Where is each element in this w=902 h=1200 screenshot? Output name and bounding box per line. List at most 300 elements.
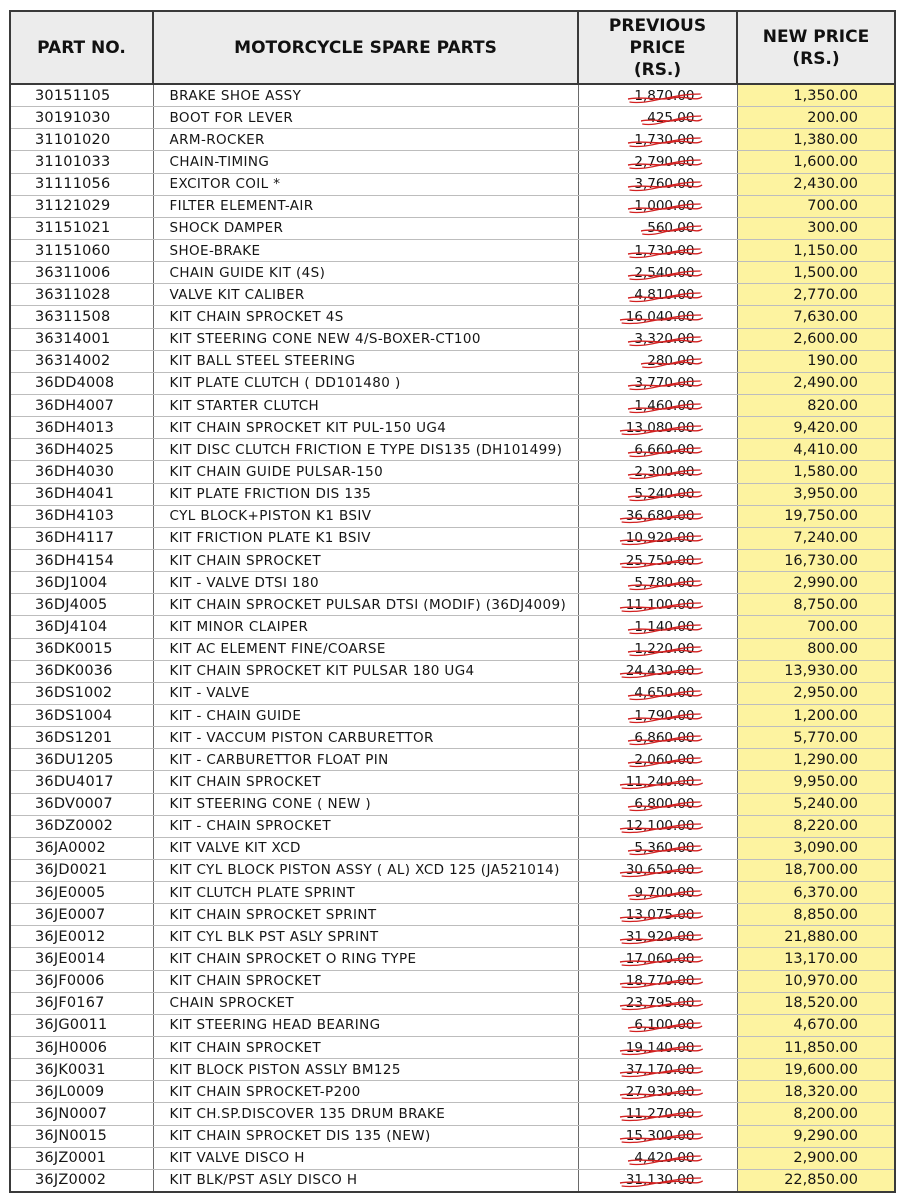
previous-price-text: 37,170.00 — [625, 1061, 695, 1078]
previous-price-cell — [578, 107, 737, 129]
part-number-cell: 36DH4154 — [10, 549, 153, 571]
new-price-cell: 2,900.00 — [737, 1147, 895, 1169]
previous-price-text: 4,420.00 — [634, 1150, 695, 1167]
previous-price-cell — [578, 1014, 737, 1036]
table-row — [10, 439, 895, 461]
new-price-cell: 5,240.00 — [737, 793, 895, 815]
strikethrough-mark — [620, 1108, 703, 1124]
new-price-cell: 1,290.00 — [737, 749, 895, 771]
previous-price-text: 24,430.00 — [625, 663, 695, 680]
previous-price-cell — [578, 660, 737, 682]
previous-price-cell — [578, 328, 737, 350]
strikethrough-mark — [628, 153, 702, 172]
table-row — [10, 616, 895, 638]
previous-price-text: 560.00 — [647, 220, 695, 237]
strikethrough-mark — [620, 552, 703, 571]
table-row — [10, 483, 895, 505]
strikethrough-mark — [628, 751, 702, 770]
previous-price-cell — [578, 882, 737, 904]
new-price-cell: 2,950.00 — [737, 682, 895, 704]
strikethrough-mark — [620, 953, 703, 969]
previous-price-value — [634, 486, 694, 502]
strikethrough-mark — [620, 532, 703, 548]
previous-price-cell — [578, 749, 737, 771]
table-row — [10, 1103, 895, 1125]
table-row — [10, 749, 895, 771]
previous-price-value — [626, 907, 695, 923]
part-name-cell: KIT CHAIN SPROCKET — [153, 1037, 578, 1059]
part-number-cell: 36JZ0001 — [10, 1147, 153, 1169]
part-name-cell: KIT CYL BLK PST ASLY SPRINT — [153, 926, 578, 948]
new-price-cell: 5,770.00 — [737, 727, 895, 749]
part-name-cell: BOOT FOR LEVER — [153, 107, 578, 129]
strikethrough-mark — [628, 884, 702, 903]
strikethrough-mark — [620, 906, 703, 925]
new-price-cell: 21,880.00 — [737, 926, 895, 948]
strikethrough-mark — [620, 1174, 703, 1190]
part-name-cell: KIT STEERING CONE NEW 4/S-BOXER-CT100 — [153, 328, 578, 350]
previous-price-value — [626, 951, 695, 967]
part-name-cell: KIT PLATE CLUTCH ( DD101480 ) — [153, 372, 578, 394]
previous-price-text: 6,660.00 — [634, 441, 695, 458]
new-price-cell: 13,170.00 — [737, 948, 895, 970]
table-row — [10, 970, 895, 992]
previous-price-cell — [578, 262, 737, 284]
part-number-cell: 36JF0167 — [10, 992, 153, 1014]
new-price-cell: 1,150.00 — [737, 239, 895, 261]
previous-price-text: 2,060.00 — [634, 751, 695, 768]
previous-price-text: 25,750.00 — [625, 552, 695, 569]
previous-price-value — [647, 110, 694, 126]
part-number-cell: 36DU4017 — [10, 771, 153, 793]
strikethrough-mark — [620, 596, 703, 615]
previous-price-cell — [578, 904, 737, 926]
part-number-cell: 36DH4025 — [10, 439, 153, 461]
new-price-cell: 9,290.00 — [737, 1125, 895, 1147]
new-price-cell: 2,990.00 — [737, 572, 895, 594]
previous-price-value — [634, 575, 694, 591]
table-row — [10, 904, 895, 926]
header-previous-price — [578, 11, 737, 84]
table-row — [10, 682, 895, 704]
part-name-cell: KIT CLUTCH PLATE SPRINT — [153, 882, 578, 904]
strikethrough-mark — [628, 131, 702, 150]
part-name-cell: KIT CHAIN SPROCKET KIT PULSAR 180 UG4 — [153, 660, 578, 682]
previous-price-cell — [578, 1081, 737, 1103]
strikethrough-mark — [628, 798, 702, 814]
strikethrough-mark — [620, 1039, 703, 1058]
part-name-cell: KIT - CHAIN GUIDE — [153, 704, 578, 726]
new-price-cell: 2,430.00 — [737, 173, 895, 195]
part-name-cell: KIT CHAIN SPROCKET — [153, 549, 578, 571]
part-name-cell: SHOCK DAMPER — [153, 217, 578, 239]
strikethrough-mark — [628, 200, 702, 216]
previous-price-value — [634, 287, 694, 303]
strikethrough-mark — [628, 687, 702, 703]
new-price-cell: 190.00 — [737, 350, 895, 372]
part-name-cell: KIT CHAIN SPROCKET 4S — [153, 306, 578, 328]
previous-price-text: 31,130.00 — [625, 1172, 695, 1189]
table-row — [10, 549, 895, 571]
part-name-cell: KIT CHAIN SPROCKET KIT PUL-150 UG4 — [153, 417, 578, 439]
previous-price-text: 4,650.00 — [634, 685, 695, 702]
new-price-cell: 4,670.00 — [737, 1014, 895, 1036]
part-name-cell: FILTER ELEMENT-AIR — [153, 195, 578, 217]
previous-price-text: 31,920.00 — [625, 928, 695, 945]
part-number-cell: 36DH4103 — [10, 505, 153, 527]
previous-price-value — [626, 818, 695, 834]
new-price-cell: 3,090.00 — [737, 837, 895, 859]
table-row — [10, 173, 895, 195]
previous-price-value — [634, 796, 694, 812]
header-spare-parts: MOTORCYCLE SPARE PARTS — [153, 11, 578, 84]
part-name-cell: KIT CHAIN SPROCKET PULSAR DTSI (MODIF) (36DJ4009) — [153, 594, 578, 616]
new-price-cell: 8,200.00 — [737, 1103, 895, 1125]
part-name-cell: KIT BALL STEEL STEERING — [153, 350, 578, 372]
part-number-cell: 36DS1002 — [10, 682, 153, 704]
part-name-cell: KIT BLK/PST ASLY DISCO H — [153, 1169, 578, 1192]
previous-price-cell — [578, 1147, 737, 1169]
previous-price-text: 3,760.00 — [634, 176, 695, 193]
previous-price-cell — [578, 704, 737, 726]
table-row — [10, 217, 895, 239]
part-name-cell: KIT - VALVE DTSI 180 — [153, 572, 578, 594]
part-number-cell: 30191030 — [10, 107, 153, 129]
part-name-cell: KIT - VACCUM PISTON CARBURETTOR — [153, 727, 578, 749]
strikethrough-mark — [628, 87, 702, 106]
previous-price-value — [634, 619, 694, 635]
part-number-cell: 36DH4013 — [10, 417, 153, 439]
strikethrough-mark — [620, 1061, 703, 1080]
new-price-cell: 19,750.00 — [737, 505, 895, 527]
previous-price-text: 13,075.00 — [625, 906, 695, 923]
previous-price-value — [634, 132, 694, 148]
previous-price-cell — [578, 1125, 737, 1147]
previous-price-value — [634, 198, 694, 214]
part-name-cell: SHOE-BRAKE — [153, 239, 578, 261]
previous-price-cell — [578, 483, 737, 505]
new-price-cell: 1,600.00 — [737, 151, 895, 173]
part-name-cell: KIT FRICTION PLATE K1 BSIV — [153, 527, 578, 549]
strikethrough-mark — [628, 707, 702, 726]
part-name-cell: ARM-ROCKER — [153, 129, 578, 151]
strikethrough-mark — [628, 618, 702, 637]
new-price-cell: 7,240.00 — [737, 527, 895, 549]
previous-price-value — [634, 1017, 694, 1033]
strikethrough-mark — [620, 308, 703, 327]
table-row — [10, 394, 895, 416]
part-number-cell: 31121029 — [10, 195, 153, 217]
previous-price-cell — [578, 129, 737, 151]
previous-price-value — [634, 685, 694, 701]
previous-price-value — [626, 1062, 695, 1078]
new-price-cell: 1,380.00 — [737, 129, 895, 151]
strikethrough-mark — [628, 441, 702, 460]
previous-price-text: 18,770.00 — [625, 973, 695, 990]
strikethrough-mark — [628, 729, 702, 748]
new-price-cell: 2,770.00 — [737, 284, 895, 306]
part-name-cell: KIT STARTER CLUTCH — [153, 394, 578, 416]
header-new-price-unit: (RS.) — [792, 48, 840, 69]
previous-price-value — [626, 1172, 695, 1188]
previous-price-text: 5,360.00 — [634, 840, 695, 857]
strikethrough-mark — [628, 463, 702, 482]
table-row — [10, 1059, 895, 1081]
previous-price-text: 23,795.00 — [625, 995, 695, 1012]
previous-price-cell — [578, 527, 737, 549]
part-name-cell: KIT VALVE KIT XCD — [153, 837, 578, 859]
previous-price-cell — [578, 173, 737, 195]
strikethrough-mark — [628, 286, 702, 305]
new-price-cell: 8,850.00 — [737, 904, 895, 926]
part-name-cell: EXCITOR COIL * — [153, 173, 578, 195]
strikethrough-mark — [620, 975, 703, 991]
table-row — [10, 328, 895, 350]
table-body — [10, 84, 895, 1192]
new-price-cell: 18,520.00 — [737, 992, 895, 1014]
previous-price-value — [634, 840, 694, 856]
previous-price-cell — [578, 616, 737, 638]
previous-price-cell — [578, 217, 737, 239]
table-row — [10, 793, 895, 815]
part-name-cell: KIT DISC CLUTCH FRICTION E TYPE DIS135 (DH101499) — [153, 439, 578, 461]
previous-price-value — [626, 530, 695, 546]
part-name-cell: KIT CHAIN SPROCKET DIS 135 (NEW) — [153, 1125, 578, 1147]
previous-price-value — [634, 641, 694, 657]
part-name-cell: KIT - VALVE — [153, 682, 578, 704]
previous-price-value — [634, 331, 694, 347]
previous-price-text: 9,700.00 — [634, 884, 695, 901]
previous-price-text: 17,060.00 — [625, 951, 695, 968]
previous-price-text: 27,930.00 — [625, 1083, 695, 1100]
previous-price-text: 1,460.00 — [634, 397, 695, 414]
part-number-cell: 30151105 — [10, 84, 153, 107]
part-number-cell: 36JF0006 — [10, 970, 153, 992]
table-row — [10, 1081, 895, 1103]
strikethrough-mark — [620, 1130, 703, 1146]
part-number-cell: 36DJ4104 — [10, 616, 153, 638]
previous-price-text: 12,100.00 — [625, 818, 695, 835]
part-number-cell: 31101020 — [10, 129, 153, 151]
part-name-cell: KIT BLOCK PISTON ASSLY BM125 — [153, 1059, 578, 1081]
table-row — [10, 107, 895, 129]
new-price-cell: 4,410.00 — [737, 439, 895, 461]
previous-price-value — [634, 752, 694, 768]
strikethrough-mark — [620, 997, 703, 1013]
previous-price-value — [634, 88, 694, 104]
previous-price-cell — [578, 1059, 737, 1081]
table-row — [10, 638, 895, 660]
table-row — [10, 859, 895, 881]
part-name-cell: KIT CHAIN SPROCKET O RING TYPE — [153, 948, 578, 970]
previous-price-value — [626, 663, 695, 679]
strikethrough-mark — [628, 333, 702, 349]
table-row — [10, 572, 895, 594]
table-row — [10, 594, 895, 616]
previous-price-text: 6,100.00 — [634, 1017, 695, 1034]
strikethrough-mark — [628, 397, 702, 416]
table-row — [10, 1169, 895, 1192]
price-list-sheet — [9, 10, 894, 1193]
part-name-cell: KIT CH.SP.DISCOVER 135 DRUM BRAKE — [153, 1103, 578, 1125]
table-row — [10, 660, 895, 682]
previous-price-text: 6,860.00 — [634, 729, 695, 746]
table-row — [10, 882, 895, 904]
part-name-cell: KIT AC ELEMENT FINE/COARSE — [153, 638, 578, 660]
previous-price-text: 280.00 — [647, 353, 695, 370]
strikethrough-mark — [641, 355, 702, 371]
previous-price-text: 1,220.00 — [634, 641, 695, 658]
part-name-cell: KIT CHAIN SPROCKET-P200 — [153, 1081, 578, 1103]
previous-price-value — [626, 508, 695, 524]
part-number-cell: 36JN0007 — [10, 1103, 153, 1125]
strikethrough-mark — [620, 419, 703, 438]
strikethrough-mark — [628, 178, 702, 194]
previous-price-value — [647, 353, 694, 369]
header-new-price-label: NEW PRICE — [762, 26, 870, 47]
new-price-cell: 3,950.00 — [737, 483, 895, 505]
part-name-cell: KIT CYL BLOCK PISTON ASSY ( AL) XCD 125 (JA521014) — [153, 859, 578, 881]
new-price-cell: 8,750.00 — [737, 594, 895, 616]
previous-price-text: 10,920.00 — [625, 530, 695, 547]
part-name-cell: CHAIN SPROCKET — [153, 992, 578, 1014]
table-row — [10, 151, 895, 173]
new-price-cell: 1,350.00 — [737, 84, 895, 107]
part-number-cell: 36JE0005 — [10, 882, 153, 904]
part-number-cell: 31151021 — [10, 217, 153, 239]
previous-price-value — [634, 1150, 694, 1166]
part-number-cell: 36DS1201 — [10, 727, 153, 749]
table-row — [10, 1014, 895, 1036]
table-row — [10, 1037, 895, 1059]
strikethrough-mark — [620, 1083, 703, 1102]
header-new-price — [737, 11, 895, 84]
table-row — [10, 1125, 895, 1147]
table-row — [10, 372, 895, 394]
new-price-cell: 22,850.00 — [737, 1169, 895, 1192]
part-number-cell: 36JE0007 — [10, 904, 153, 926]
price-table — [9, 10, 896, 1193]
strikethrough-mark — [628, 377, 702, 393]
previous-price-cell — [578, 1169, 737, 1192]
previous-price-value — [626, 1084, 695, 1100]
previous-price-cell — [578, 1103, 737, 1125]
previous-price-value — [626, 553, 695, 569]
previous-price-cell — [578, 372, 737, 394]
table-row — [10, 129, 895, 151]
part-number-cell: 36JH0006 — [10, 1037, 153, 1059]
previous-price-text: 11,100.00 — [625, 596, 695, 613]
strikethrough-mark — [641, 109, 702, 128]
new-price-cell: 9,950.00 — [737, 771, 895, 793]
previous-price-text: 6,800.00 — [634, 796, 695, 813]
table-row — [10, 704, 895, 726]
table-row — [10, 417, 895, 439]
table-row — [10, 527, 895, 549]
new-price-cell: 19,600.00 — [737, 1059, 895, 1081]
previous-price-value — [634, 154, 694, 170]
part-number-cell: 36DJ1004 — [10, 572, 153, 594]
previous-price-value — [626, 929, 695, 945]
previous-price-value — [626, 309, 695, 325]
new-price-cell: 6,370.00 — [737, 882, 895, 904]
previous-price-value — [626, 1106, 695, 1122]
part-number-cell: 36JZ0002 — [10, 1169, 153, 1192]
previous-price-cell — [578, 1037, 737, 1059]
new-price-cell: 200.00 — [737, 107, 895, 129]
part-number-cell: 36311028 — [10, 284, 153, 306]
previous-price-cell — [578, 417, 737, 439]
previous-price-value — [626, 1040, 695, 1056]
part-number-cell: 31101033 — [10, 151, 153, 173]
previous-price-value — [626, 774, 695, 790]
new-price-cell: 820.00 — [737, 394, 895, 416]
previous-price-value — [634, 464, 694, 480]
new-price-cell: 800.00 — [737, 638, 895, 660]
table-row — [10, 815, 895, 837]
previous-price-value — [626, 995, 695, 1011]
previous-price-text: 3,320.00 — [634, 331, 695, 348]
strikethrough-mark — [620, 665, 703, 681]
strikethrough-mark — [628, 264, 702, 283]
previous-price-cell — [578, 594, 737, 616]
previous-price-cell — [578, 793, 737, 815]
table-row — [10, 262, 895, 284]
previous-price-cell — [578, 992, 737, 1014]
previous-price-text: 5,780.00 — [634, 574, 695, 591]
previous-price-text: 5,240.00 — [634, 486, 695, 503]
previous-price-cell — [578, 439, 737, 461]
previous-price-value — [626, 973, 695, 989]
new-price-cell: 2,600.00 — [737, 328, 895, 350]
previous-price-cell — [578, 151, 737, 173]
previous-price-text: 36,680.00 — [625, 508, 695, 525]
previous-price-cell — [578, 505, 737, 527]
part-number-cell: 36311508 — [10, 306, 153, 328]
strikethrough-mark — [628, 1019, 702, 1035]
table-row — [10, 505, 895, 527]
strikethrough-mark — [628, 1152, 702, 1168]
part-name-cell: KIT PLATE FRICTION DIS 135 — [153, 483, 578, 505]
table-row — [10, 992, 895, 1014]
previous-price-value — [634, 708, 694, 724]
previous-price-text: 11,270.00 — [625, 1106, 695, 1123]
previous-price-text: 30,650.00 — [625, 862, 695, 879]
new-price-cell: 700.00 — [737, 616, 895, 638]
table-row — [10, 350, 895, 372]
part-number-cell: 36DH4030 — [10, 461, 153, 483]
part-number-cell: 31111056 — [10, 173, 153, 195]
previous-price-text: 2,300.00 — [634, 463, 695, 480]
previous-price-cell — [578, 815, 737, 837]
new-price-cell: 13,930.00 — [737, 660, 895, 682]
previous-price-cell — [578, 682, 737, 704]
previous-price-value — [626, 420, 695, 436]
previous-price-cell — [578, 394, 737, 416]
previous-price-text: 1,870.00 — [634, 87, 695, 104]
part-name-cell: KIT - CARBURETTOR FLOAT PIN — [153, 749, 578, 771]
table-row — [10, 284, 895, 306]
previous-price-value — [634, 375, 694, 391]
previous-price-cell — [578, 239, 737, 261]
previous-price-text: 15,300.00 — [625, 1128, 695, 1145]
previous-price-cell — [578, 350, 737, 372]
new-price-cell: 2,490.00 — [737, 372, 895, 394]
part-number-cell: 36DK0036 — [10, 660, 153, 682]
part-number-cell: 31151060 — [10, 239, 153, 261]
previous-price-value — [647, 220, 694, 236]
previous-price-cell — [578, 837, 737, 859]
